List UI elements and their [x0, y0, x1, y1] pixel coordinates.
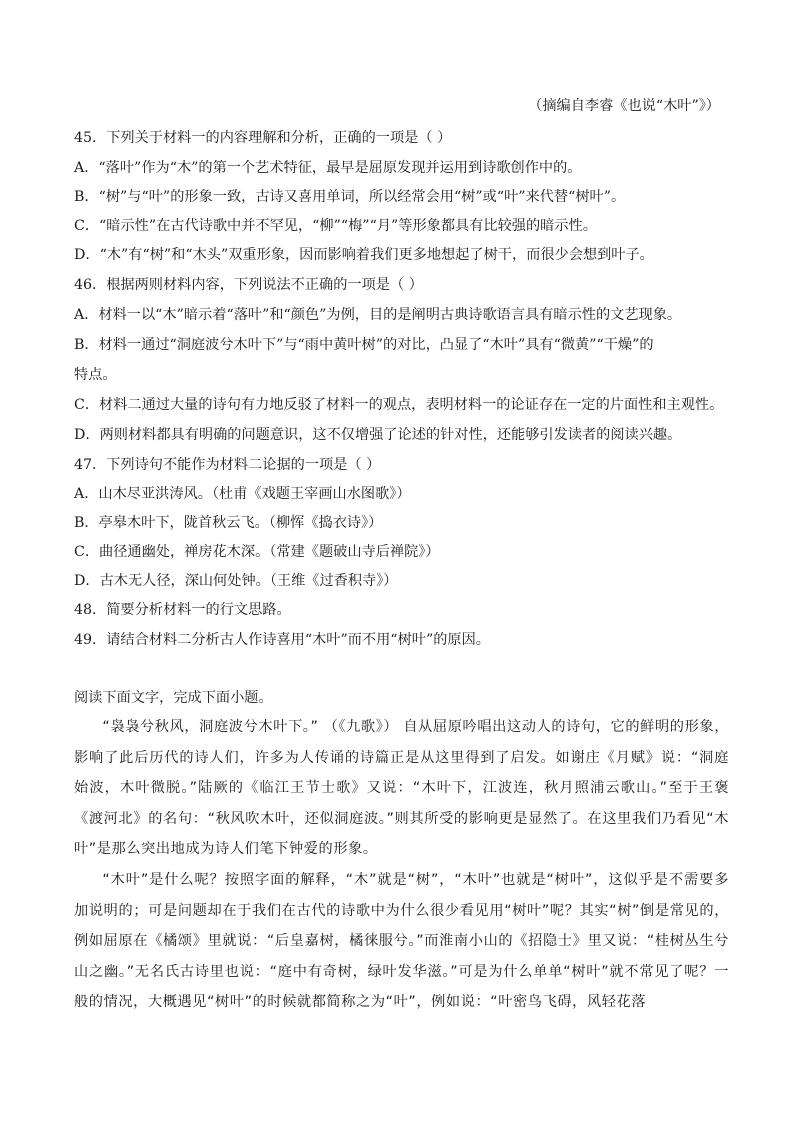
question-46-option-c: C．材料二通过大量的诗句有力地反驳了材料一的观点，表明材料一的论证存在一定的片面性和主观性。	[74, 397, 724, 413]
question-45-option-b: B．“树”与“叶”的形象一致，古诗又喜用单词，所以经常会用“树”或“叶”来代替“树叶”。	[74, 189, 626, 205]
question-46-option-a: A．材料一以“木”暗示着“落叶”和“颜色”为例，目的是阐明古典诗歌语言具有暗示性的文艺现象。	[74, 307, 682, 323]
reading-passage	[74, 712, 729, 1018]
reading-prompt: 阅读下面文字，完成下面小题。	[74, 690, 273, 706]
question-46-option-b: B．材料一通过“洞庭波兮木叶下”与“雨中黄叶树”的对比，凸显了“木叶”具有“微黄”“干燥”的	[74, 337, 654, 353]
source-note: （摘编自李睿《也说“木叶”》）	[528, 98, 720, 114]
question-47-option-d: D．古木无人径，深山何处钟。（王维《过香积寺》）	[74, 573, 398, 589]
question-46-stem: 46．根据两则材料内容，下列说法不正确的一项是（ ）	[74, 277, 423, 293]
question-46-option-d: D．两则材料都具有明确的问题意识，这不仅增强了论述的针对性，还能够引发读者的阅读兴趣。	[74, 427, 682, 443]
question-47-option-a: A．山木尽亚洪涛风。（杜甫《戏题王宰画山水图歌》）	[74, 486, 411, 502]
question-48-stem: 48．简要分析材料一的行文思路。	[74, 602, 291, 618]
question-47-stem: 47．下列诗句不能作为材料二论据的一项是（ ）	[74, 457, 381, 473]
question-46-option-b-cont: 特点。	[74, 367, 117, 383]
question-45-option-d: D．“木”有“树”和“木头”双重形象，因而影响着我们更多地想起了树干，而很少会想到叶子。	[74, 247, 654, 263]
question-45-option-c: C．“暗示性”在古代诗歌中并不罕见，“柳”“梅”“月”等形象都具有比较强的暗示性。	[74, 218, 597, 234]
passage-paragraph-2: “木叶”是什么呢？按照字面的解释，“木”就是“树”，“木叶”也就是“树叶”，这似乎是不需要多加说明的；可是问题却在于我们在古代的诗歌中为什么很少看见用“树叶”呢？其实“树”倒是常见的，例如屈原在《橘颂》里就说：“后皇嘉树，橘徕服兮。”而淮南小山的《招隐士》里又说：“桂树丛生兮山之幽。”无名氏古诗里也说：“庭中有奇树，绿叶发华滋。”可是为什么单单“树叶”就不常见了呢？一般的情况，大概遇见“树叶”的时候就都简称之为“叶”，例如说：“叶密鸟飞碍，风轻花落	[74, 871, 729, 1011]
question-45-option-a: A．“落叶”作为“木”的第一个艺术特征，最早是屈原发现并运用到诗歌创作中的。	[74, 160, 582, 176]
passage-paragraph-1: “袅袅兮秋风，洞庭波兮木叶下。” （《九歌》） 自从屈原吟唱出这动人的诗句，它的鲜明的形象，影响了此后历代的诗人们，许多为人传诵的诗篇正是从这里得到了启发。如谢庄《月赋》说：“洞庭始波，木叶微脱。”陆厥的《临江王节士歌》又说：“木叶下，江波连，秋月照浦云歌山。”至于王褒《渡河北》的名句：“秋风吹木叶，还似洞庭波。”则其所受的影响更是显然了。在这里我们乃看见“木叶”是那么突出地成为诗人们笔下钟爱的形象。	[74, 719, 729, 858]
question-45-stem: 45．下列关于材料一的内容理解和分析，正确的一项是（ ）	[74, 130, 452, 146]
question-47-option-b: B．亭皋木叶下，陇首秋云飞。（柳恽《捣衣诗》）	[74, 515, 383, 531]
question-47-option-c: C．曲径通幽处，禅房花木深。（常建《题破山寺后禅院》）	[74, 544, 440, 560]
question-49-stem: 49．请结合材料二分析古人作诗喜用“木叶”而不用“树叶”的原因。	[74, 632, 490, 648]
